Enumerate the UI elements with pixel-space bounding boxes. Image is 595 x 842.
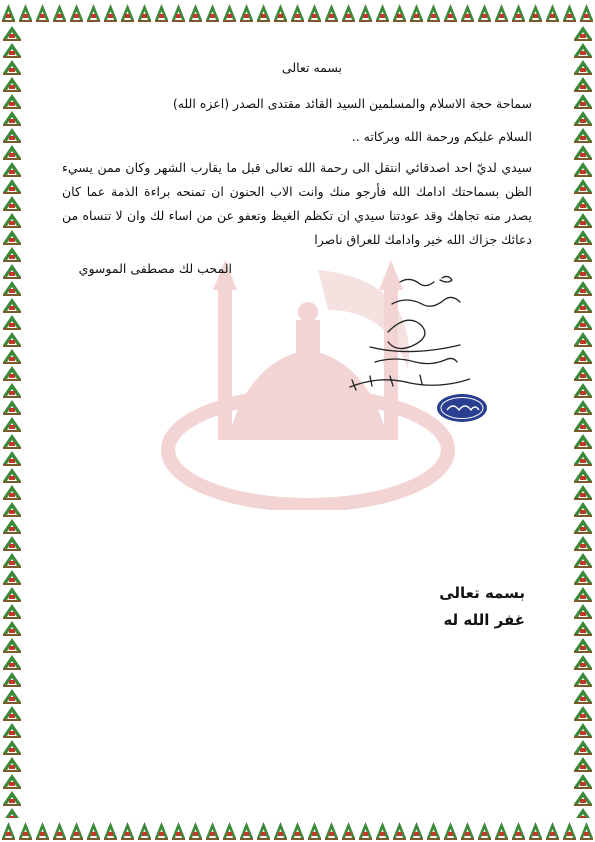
border-pattern-icon (0, 24, 24, 818)
decorative-border-left (0, 24, 24, 818)
basmala-heading: بسمه تعالى (281, 60, 342, 75)
border-pattern-icon (0, 0, 595, 24)
reply-basmala: بسمه تعالى (439, 584, 525, 602)
greeting-line: السلام عليكم ورحمة الله وبركاته .. (351, 129, 532, 144)
decorative-border-bottom (0, 818, 595, 842)
reply-text: غفر الله له (443, 611, 525, 629)
signoff-line: المحب لك مصطفى الموسوي (78, 261, 232, 276)
official-seal-icon (435, 392, 489, 424)
decorative-border-top (0, 0, 595, 24)
border-pattern-icon (571, 24, 595, 818)
decorative-border-right (571, 24, 595, 818)
border-pattern-icon (0, 818, 595, 842)
addressee-line: سماحة حجة الاسلام والمسلمين السيد القائد مقتدى الصدر (اعزه الله) (172, 96, 532, 111)
letter-paragraph: سيدي لديّ احد اصدقائي انتقل الى رحمة الله تعالى قبل ما يقارب الشهر وكان ممن يسيء الظن بسماحتك ادامك الله فأرجو منك وانت الاب الحنون ان تمنحه براءة الذمة عما كان يصدر منه تجاهك وقد عودتنا سيدي ان تكظم الغيظ وتعفو عن من اساء لك وان لا تنساه من دعائك جزاك الله خير وادامك للعراق ناصرا (62, 160, 532, 247)
